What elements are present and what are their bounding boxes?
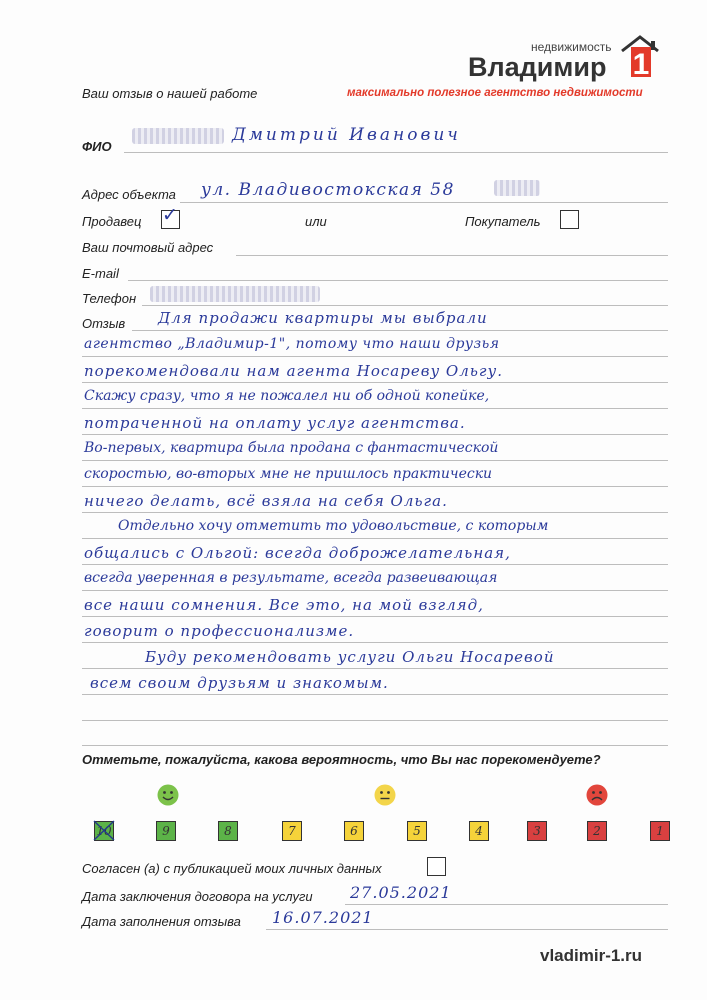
review-text-line: ничего делать, всё взяла на себя Ольга. — [84, 492, 448, 510]
review-text-line: общались с Ольгой: всегда доброжелательная, — [84, 544, 511, 562]
review-rule — [82, 694, 668, 695]
review-text-line: Скажу сразу, что я не пожалел ни об одной копейке, — [84, 388, 490, 404]
score-box-6[interactable]: 6 — [344, 821, 364, 841]
review-rule — [82, 356, 668, 357]
review-text-line: Для продажи квартиры мы выбрали — [158, 309, 488, 327]
score-box-3[interactable]: 3 — [527, 821, 547, 841]
recommend-question: Отметьте, пожалуйста, какова вероятность, что Вы нас порекомендуете? — [82, 752, 601, 767]
address-line — [180, 202, 668, 203]
review-text-line: Во-первых, квартира была продана с фантастической — [84, 440, 499, 456]
review-rule — [82, 434, 668, 435]
review-rule — [82, 590, 668, 591]
contract-date-line — [345, 904, 668, 905]
brand-number: 1 — [632, 48, 650, 79]
consent-checkbox[interactable] — [427, 857, 446, 876]
contract-date-label: Дата заключения договора на услуги — [82, 889, 313, 904]
postal-label: Ваш почтовый адрес — [82, 240, 214, 255]
score-box-1[interactable]: 1 — [650, 821, 670, 841]
review-rule — [82, 564, 668, 565]
buyer-label: Покупатель — [465, 214, 541, 229]
filled-date-label: Дата заполнения отзыва — [82, 914, 241, 929]
filled-date-value: 16.07.2021 — [272, 908, 374, 927]
review-text-line: порекомендовали нам агента Носареву Ольгу. — [84, 362, 503, 380]
seller-label: Продавец — [82, 214, 142, 229]
review-text-line: агентство „Владимир-1", потому что наши друзья — [84, 336, 500, 352]
review-rule — [82, 538, 668, 539]
address-redacted — [494, 180, 540, 196]
or-label: или — [305, 214, 327, 229]
score-box-10[interactable]: 10 — [94, 821, 114, 841]
score-box-8[interactable]: 8 — [218, 821, 238, 841]
email-label: E-mail — [82, 266, 119, 281]
form-title: Ваш отзыв о нашей работе — [82, 86, 258, 101]
contract-date-value: 27.05.2021 — [350, 883, 452, 902]
review-rule — [82, 745, 668, 746]
score-box-5[interactable]: 5 — [407, 821, 427, 841]
review-rule — [82, 382, 668, 383]
review-rule — [132, 330, 668, 331]
email-line — [128, 280, 668, 281]
review-rule — [82, 408, 668, 409]
review-rule — [82, 512, 668, 513]
fio-line — [124, 152, 668, 153]
review-text-line: потраченной на оплату услуг агентства. — [84, 414, 466, 432]
phone-label: Телефон — [82, 291, 137, 306]
score-box-4[interactable]: 4 — [469, 821, 489, 841]
score-box-9[interactable]: 9 — [156, 821, 176, 841]
review-rule — [82, 642, 668, 643]
tagline: максимально полезное агентство недвижимости — [347, 87, 643, 99]
review-rule — [82, 720, 668, 721]
house-one-logo-icon — [618, 33, 662, 79]
happy-face-icon — [157, 784, 179, 806]
sad-face-icon — [586, 784, 608, 806]
fio-label: ФИО — [82, 139, 112, 154]
filled-date-line — [266, 929, 668, 930]
seller-check-mark: ✓ — [162, 204, 179, 226]
review-rule — [82, 460, 668, 461]
address-value: ул. Владивостокская 58 — [201, 180, 455, 200]
fio-redacted — [132, 128, 224, 144]
fio-value: Дмитрий Иванович — [232, 125, 461, 145]
review-rule — [82, 616, 668, 617]
review-text-line: скоростью, во-вторых мне не пришлось практически — [84, 466, 493, 482]
score-10-selected-mark — [90, 816, 118, 844]
review-text-line: все наши сомнения. Все это, на мой взгляд, — [84, 596, 484, 614]
address-label: Адрес объекта — [82, 187, 176, 202]
buyer-checkbox[interactable] — [560, 210, 579, 229]
neutral-face-icon — [374, 784, 396, 806]
review-rule — [82, 668, 668, 669]
footer-site: vladimir-1.ru — [540, 946, 643, 965]
review-rule — [82, 486, 668, 487]
score-box-2[interactable]: 2 — [587, 821, 607, 841]
phone-redacted — [150, 286, 320, 302]
postal-line — [236, 255, 668, 256]
brand-name: Владимир — [468, 52, 607, 82]
review-text-line: говорит о профессионализме. — [84, 622, 355, 640]
review-text-line: Отдельно хочу отметить то удовольствие, с которым — [118, 518, 549, 534]
review-label: Отзыв — [82, 316, 126, 331]
review-text-line: всегда уверенная в результате, всегда развеивающая — [84, 570, 498, 586]
consent-label: Согласен (а) с публикацией моих личных данных — [82, 861, 382, 876]
brand-small: недвижимость — [531, 40, 612, 54]
score-box-7[interactable]: 7 — [282, 821, 302, 841]
phone-line — [142, 305, 668, 306]
review-text-line: Буду рекомендовать услуги Ольги Носаревой — [145, 648, 555, 666]
review-text-line: всем своим друзьям и знакомым. — [90, 674, 389, 692]
